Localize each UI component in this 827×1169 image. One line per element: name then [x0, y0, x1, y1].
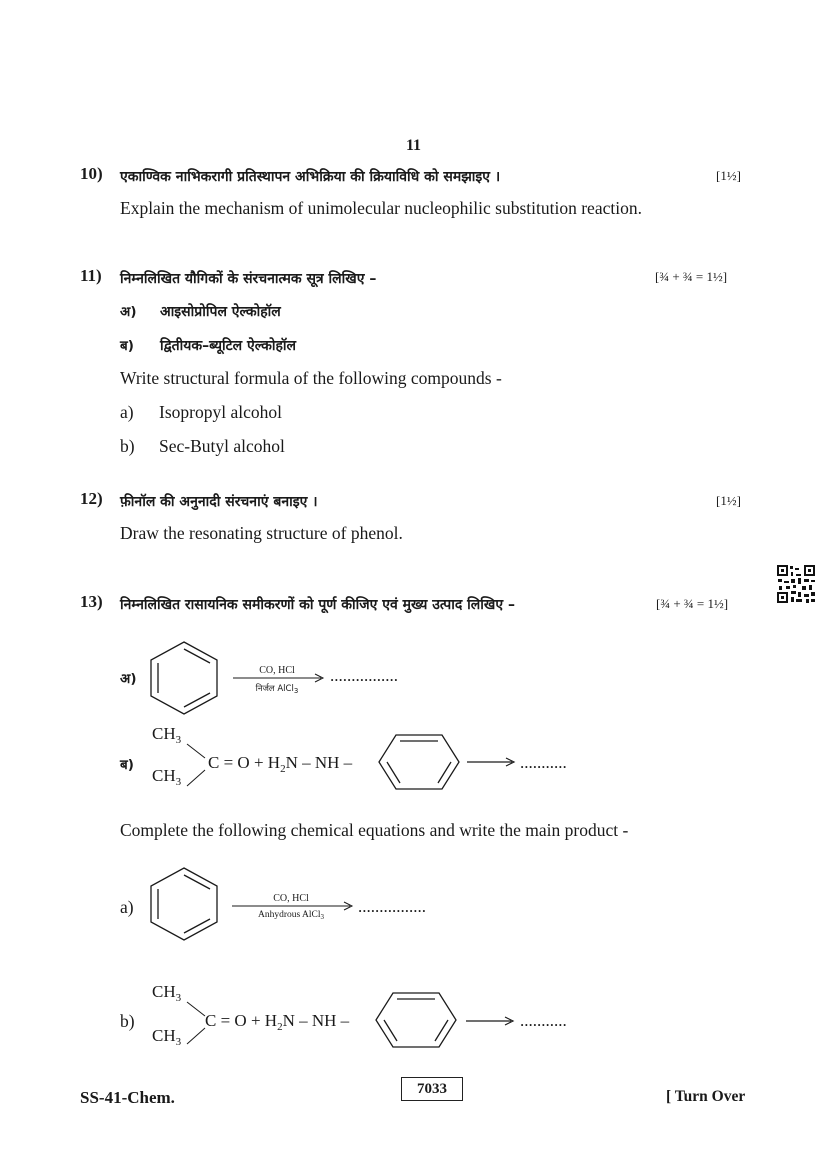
- question-13-hindi: निम्नलिखित रासायनिक समीकरणों को पूर्ण कीजिए एवं मुख्य उत्पाद लिखिए –: [120, 597, 515, 613]
- bond-lines-icon: [185, 740, 207, 790]
- question-11-part-a-label: a): [120, 402, 134, 422]
- serial-number-box: 7033: [401, 1077, 463, 1101]
- reaction-b-hindi-methyl-top: $CH_3$: [152, 724, 182, 746]
- reaction-b-methyl-bottom: $CH_3$: [152, 1026, 182, 1048]
- reaction-a-reagent-bottom: Anhydrous AlCl$_3$: [257, 910, 325, 921]
- benzene-ring-icon: [374, 991, 458, 1049]
- question-13-number: 13): [80, 592, 103, 611]
- turn-over-label: [ Turn Over: [666, 1088, 746, 1105]
- reaction-a-hindi-reagent-top: CO, HCl: [259, 665, 295, 676]
- question-11-part-a-english: Isopropyl alcohol: [159, 402, 282, 422]
- question-12-marks: [1½]: [716, 493, 741, 508]
- question-12-english: Draw the resonating structure of phenol.: [120, 523, 403, 543]
- paper-code: SS-41-Chem.: [80, 1088, 175, 1107]
- arrow-right-icon: [467, 757, 515, 767]
- question-10-hindi: एकाण्विक नाभिकरागी प्रतिस्थापन अभिक्रिया की क्रियाविधि को समझाइए ।: [120, 169, 501, 185]
- question-11-part-b-hindi: द्वितीयक–ब्यूटिल ऐल्कोहॉल: [160, 338, 296, 354]
- question-10-marks: [1½]: [716, 168, 741, 183]
- question-11-part-b-label: b): [120, 436, 135, 456]
- question-11-part-b-label-hindi: ब): [120, 338, 134, 354]
- question-11-hindi: निम्नलिखित यौगिकों के संरचनात्मक सूत्र लिखिए –: [120, 271, 377, 287]
- question-13-english: Complete the following chemical equations and write the main product -: [120, 820, 629, 840]
- reaction-a-hindi-reagent-bottom: निर्जल AlCl$_3$: [255, 684, 299, 695]
- question-13-marks: [¾ + ¾ = 1½]: [656, 596, 729, 611]
- question-10-number: 10): [80, 164, 103, 183]
- question-11-number: 11): [80, 266, 102, 285]
- arrow-right-icon: [466, 1016, 514, 1026]
- arrow-right-icon: [233, 673, 325, 683]
- reaction-b-hindi-label: ब): [120, 757, 134, 773]
- question-11-part-a-label-hindi: अ): [120, 304, 137, 320]
- reaction-b-product: ...........: [520, 1011, 567, 1030]
- question-11-marks: [¾ + ¾ = 1½]: [655, 269, 728, 284]
- benzene-ring-icon: [148, 866, 220, 942]
- question-11-part-b-english: Sec-Butyl alcohol: [159, 436, 285, 456]
- reaction-b-equation: $C = O + H_2N$ – NH –: [205, 1011, 350, 1033]
- reaction-a-label: a): [120, 897, 134, 917]
- reaction-b-hindi-product: ...........: [520, 753, 567, 772]
- reaction-b-hindi-methyl-bottom: $CH_3$: [152, 766, 182, 788]
- reaction-a-product: ................: [358, 897, 426, 916]
- reaction-b-label: b): [120, 1011, 135, 1031]
- reaction-a-reagent-top: CO, HCl: [273, 893, 309, 904]
- question-11-english: Write structural formula of the following compounds -: [120, 368, 502, 388]
- question-11-part-a-hindi: आइसोप्रोपिल ऐल्कोहॉल: [160, 304, 281, 320]
- page-number: 11: [405, 137, 422, 154]
- question-12-number: 12): [80, 489, 103, 508]
- question-12-hindi: फ़ीनॉल की अनुनादी संरचनाएं बनाइए ।: [120, 494, 318, 510]
- bond-lines-icon: [185, 998, 207, 1048]
- qr-code-icon: [776, 564, 816, 604]
- reaction-a-hindi-label: अ): [120, 671, 137, 687]
- benzene-ring-icon: [148, 640, 220, 716]
- reaction-b-hindi-equation: $C = O + H_2N$ – NH –: [208, 753, 353, 775]
- reaction-b-methyl-top: $CH_3$: [152, 982, 182, 1004]
- reaction-a-hindi-product: ................: [330, 666, 398, 685]
- benzene-ring-icon: [377, 733, 461, 791]
- question-10-english: Explain the mechanism of unimolecular nucleophilic substitution reaction.: [120, 198, 642, 218]
